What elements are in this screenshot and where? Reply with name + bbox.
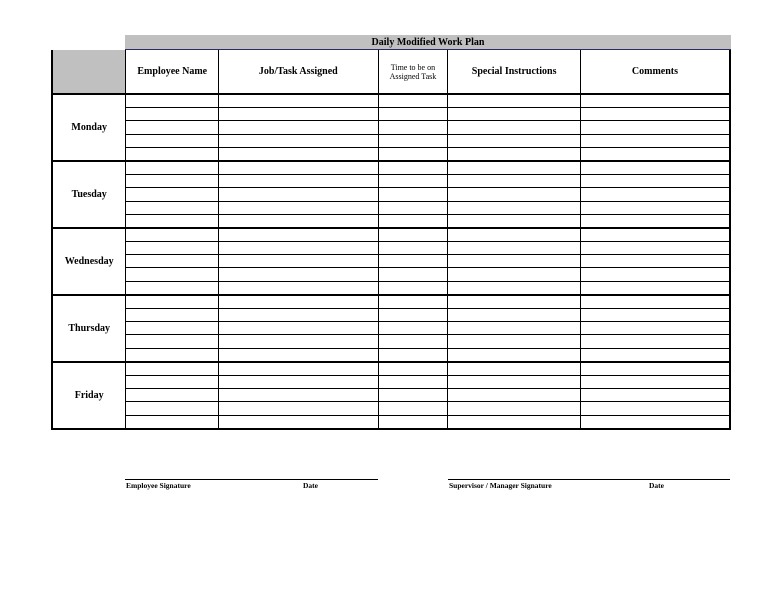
entry-cell[interactable] — [448, 415, 581, 429]
entry-cell[interactable] — [126, 309, 219, 322]
entry-cell[interactable] — [219, 201, 378, 214]
entry-cell[interactable] — [448, 322, 581, 335]
entry-cell[interactable] — [126, 108, 219, 121]
entry-cell[interactable] — [448, 108, 581, 121]
entry-cell[interactable] — [448, 214, 581, 228]
entry-cell[interactable] — [378, 228, 448, 242]
entry-cell[interactable] — [219, 175, 378, 188]
entry-cell[interactable] — [580, 175, 730, 188]
entry-cell[interactable] — [448, 147, 581, 161]
entry-cell[interactable] — [580, 147, 730, 161]
entry-cell[interactable] — [219, 335, 378, 348]
entry-cell[interactable] — [219, 242, 378, 255]
entry-cell[interactable] — [378, 322, 448, 335]
entry-cell[interactable] — [580, 335, 730, 348]
entry-cell[interactable] — [219, 309, 378, 322]
entry-cell[interactable] — [126, 281, 219, 295]
table-row — [52, 281, 730, 295]
column-header-employee-name: Employee Name — [126, 50, 219, 94]
table-row — [52, 134, 730, 147]
table-row — [52, 268, 730, 281]
table-row — [52, 375, 730, 388]
column-header-time: Time to be on Assigned Task — [378, 50, 448, 94]
entry-cell[interactable] — [126, 348, 219, 362]
entry-cell[interactable] — [580, 94, 730, 108]
entry-cell[interactable] — [378, 161, 448, 175]
entry-cell[interactable] — [126, 188, 219, 201]
entry-cell[interactable] — [378, 268, 448, 281]
entry-cell[interactable] — [448, 389, 581, 402]
entry-cell[interactable] — [378, 389, 448, 402]
table-row — [52, 121, 730, 134]
employee-signature-line[interactable] — [125, 479, 378, 480]
entry-cell[interactable] — [580, 309, 730, 322]
entry-cell[interactable] — [580, 348, 730, 362]
entry-cell[interactable] — [126, 362, 219, 376]
entry-cell[interactable] — [378, 108, 448, 121]
day-label-tuesday: Tuesday — [52, 161, 126, 228]
entry-cell[interactable] — [126, 402, 219, 415]
entry-cell[interactable] — [126, 94, 219, 108]
entry-cell[interactable] — [378, 348, 448, 362]
table-row — [52, 161, 730, 175]
supervisor-signature-line[interactable] — [448, 479, 730, 480]
entry-cell[interactable] — [378, 415, 448, 429]
entry-cell[interactable] — [448, 335, 581, 348]
entry-cell[interactable] — [448, 175, 581, 188]
entry-cell[interactable] — [126, 134, 219, 147]
entry-cell[interactable] — [378, 309, 448, 322]
entry-cell[interactable] — [378, 134, 448, 147]
entry-cell[interactable] — [580, 402, 730, 415]
entry-cell[interactable] — [378, 281, 448, 295]
table-row — [52, 402, 730, 415]
entry-cell[interactable] — [580, 134, 730, 147]
entry-cell[interactable] — [448, 255, 581, 268]
entry-cell[interactable] — [126, 201, 219, 214]
supervisor-date-label: Date — [649, 481, 664, 490]
entry-cell[interactable] — [448, 375, 581, 388]
entry-cell[interactable] — [378, 402, 448, 415]
entry-cell[interactable] — [448, 295, 581, 309]
entry-cell[interactable] — [448, 201, 581, 214]
supervisor-signature-label: Supervisor / Manager Signature — [449, 481, 552, 490]
table-row — [52, 348, 730, 362]
table-row — [52, 147, 730, 161]
entry-cell[interactable] — [219, 348, 378, 362]
entry-cell[interactable] — [219, 94, 378, 108]
entry-cell[interactable] — [580, 295, 730, 309]
entry-cell[interactable] — [378, 147, 448, 161]
table-row — [52, 415, 730, 429]
entry-cell[interactable] — [126, 415, 219, 429]
entry-cell[interactable] — [580, 108, 730, 121]
day-label-thursday: Thursday — [52, 295, 126, 362]
entry-cell[interactable] — [126, 214, 219, 228]
entry-cell[interactable] — [219, 389, 378, 402]
entry-cell[interactable] — [448, 309, 581, 322]
table-row — [52, 322, 730, 335]
entry-cell[interactable] — [126, 147, 219, 161]
entry-cell[interactable] — [219, 322, 378, 335]
entry-cell[interactable] — [580, 255, 730, 268]
entry-cell[interactable] — [448, 362, 581, 376]
column-header-comments: Comments — [580, 50, 730, 94]
entry-cell[interactable] — [448, 348, 581, 362]
entry-cell[interactable] — [126, 255, 219, 268]
entry-cell[interactable] — [378, 175, 448, 188]
work-plan-table — [51, 50, 731, 430]
entry-cell[interactable] — [378, 242, 448, 255]
entry-cell[interactable] — [378, 201, 448, 214]
entry-cell[interactable] — [378, 295, 448, 309]
entry-cell[interactable] — [580, 375, 730, 388]
entry-cell[interactable] — [448, 188, 581, 201]
entry-cell[interactable] — [126, 242, 219, 255]
entry-cell[interactable] — [219, 188, 378, 201]
table-row — [52, 108, 730, 121]
entry-cell[interactable] — [580, 268, 730, 281]
entry-cell[interactable] — [378, 255, 448, 268]
employee-signature-label: Employee Signature — [126, 481, 191, 490]
entry-cell[interactable] — [580, 214, 730, 228]
entry-cell[interactable] — [580, 322, 730, 335]
entry-cell[interactable] — [219, 375, 378, 388]
header-corner — [52, 50, 126, 94]
table-row — [52, 389, 730, 402]
entry-cell[interactable] — [219, 255, 378, 268]
table-body — [52, 94, 730, 429]
entry-cell[interactable] — [378, 362, 448, 376]
table-row — [52, 201, 730, 214]
entry-cell[interactable] — [580, 188, 730, 201]
entry-cell[interactable] — [580, 121, 730, 134]
entry-cell[interactable] — [448, 121, 581, 134]
entry-cell[interactable] — [580, 389, 730, 402]
entry-cell[interactable] — [580, 201, 730, 214]
entry-cell[interactable] — [219, 121, 378, 134]
day-label-friday: Friday — [52, 362, 126, 429]
entry-cell[interactable] — [219, 134, 378, 147]
entry-cell[interactable] — [219, 281, 378, 295]
table-row — [52, 228, 730, 242]
employee-date-label: Date — [303, 481, 318, 490]
entry-cell[interactable] — [219, 228, 378, 242]
entry-cell[interactable] — [219, 161, 378, 175]
entry-cell[interactable] — [378, 121, 448, 134]
entry-cell[interactable] — [448, 268, 581, 281]
entry-cell[interactable] — [126, 375, 219, 388]
table-row — [52, 295, 730, 309]
header-row — [52, 50, 730, 94]
table-row — [52, 255, 730, 268]
entry-cell[interactable] — [378, 94, 448, 108]
entry-cell[interactable] — [219, 108, 378, 121]
table-row — [52, 175, 730, 188]
form-title: Daily Modified Work Plan — [125, 35, 731, 50]
column-header-job-task: Job/Task Assigned — [219, 50, 378, 94]
entry-cell[interactable] — [126, 295, 219, 309]
entry-cell[interactable] — [126, 228, 219, 242]
table-row — [52, 309, 730, 322]
entry-cell[interactable] — [378, 335, 448, 348]
entry-cell[interactable] — [580, 161, 730, 175]
entry-cell[interactable] — [448, 161, 581, 175]
entry-cell[interactable] — [219, 147, 378, 161]
entry-cell[interactable] — [378, 214, 448, 228]
entry-cell[interactable] — [219, 415, 378, 429]
table-row — [52, 214, 730, 228]
table-row — [52, 362, 730, 376]
entry-cell[interactable] — [448, 228, 581, 242]
entry-cell[interactable] — [580, 242, 730, 255]
entry-cell[interactable] — [580, 228, 730, 242]
table-row — [52, 242, 730, 255]
entry-cell[interactable] — [126, 335, 219, 348]
entry-cell[interactable] — [448, 94, 581, 108]
day-label-monday: Monday — [52, 94, 126, 161]
entry-cell[interactable] — [126, 161, 219, 175]
entry-cell[interactable] — [219, 295, 378, 309]
entry-cell[interactable] — [126, 322, 219, 335]
entry-cell[interactable] — [219, 214, 378, 228]
day-label-wednesday: Wednesday — [52, 228, 126, 295]
entry-cell[interactable] — [219, 362, 378, 376]
entry-cell[interactable] — [378, 188, 448, 201]
entry-cell[interactable] — [448, 134, 581, 147]
column-header-special-instructions: Special Instructions — [448, 50, 581, 94]
entry-cell[interactable] — [219, 402, 378, 415]
entry-cell[interactable] — [219, 268, 378, 281]
table-row — [52, 335, 730, 348]
entry-cell[interactable] — [126, 175, 219, 188]
entry-cell[interactable] — [580, 281, 730, 295]
entry-cell[interactable] — [378, 375, 448, 388]
entry-cell[interactable] — [126, 121, 219, 134]
entry-cell[interactable] — [126, 268, 219, 281]
entry-cell[interactable] — [448, 242, 581, 255]
table-row — [52, 188, 730, 201]
entry-cell[interactable] — [448, 402, 581, 415]
work-plan-form — [51, 35, 731, 437]
entry-cell[interactable] — [580, 415, 730, 429]
entry-cell[interactable] — [126, 389, 219, 402]
entry-cell[interactable] — [580, 362, 730, 376]
entry-cell[interactable] — [448, 281, 581, 295]
table-row — [52, 94, 730, 108]
